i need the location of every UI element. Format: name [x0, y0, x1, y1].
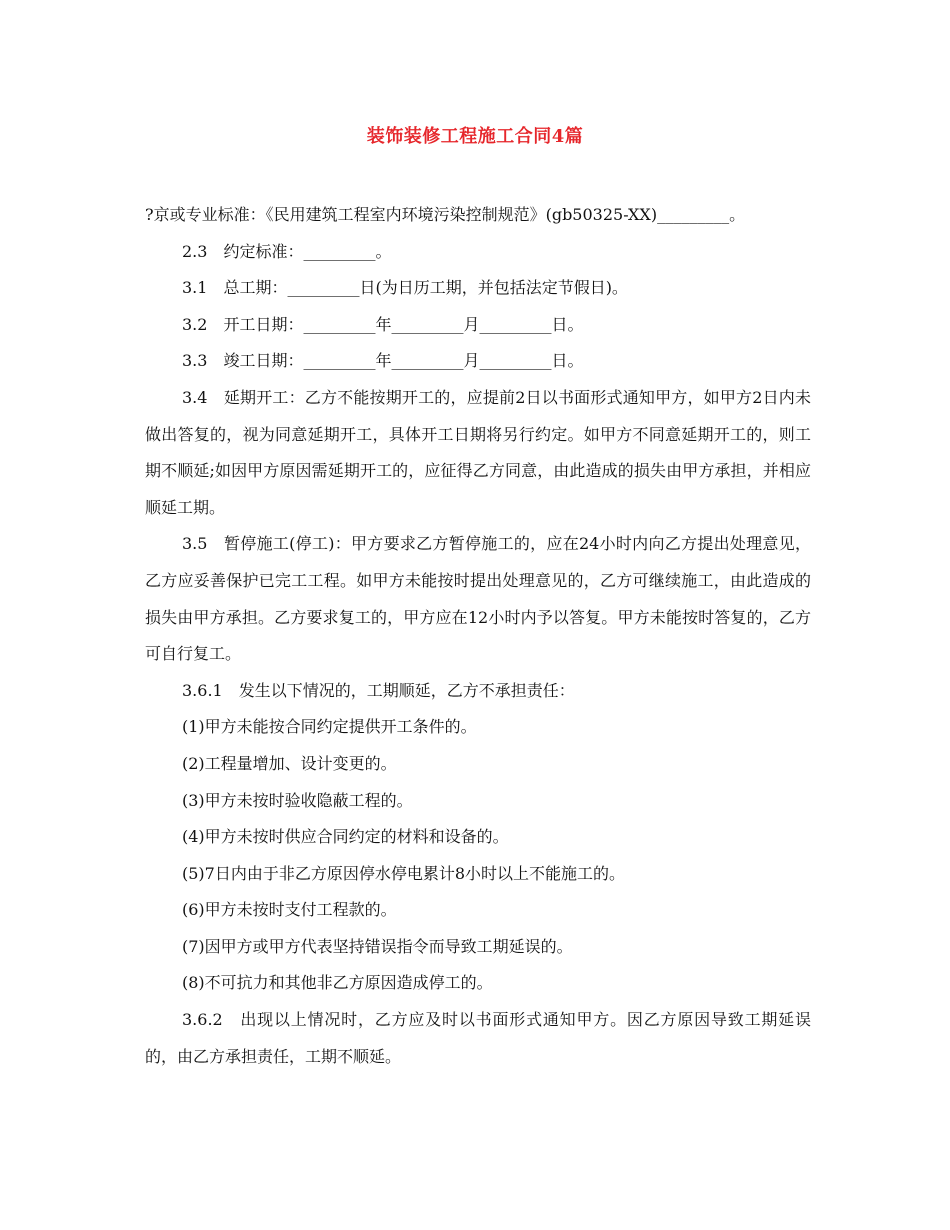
list-item-1: (1)甲方未能按合同约定提供开工条件的。: [182, 717, 477, 737]
list-item-2: (2)工程量增加、设计变更的。: [182, 753, 397, 773]
list-item-4: (4)甲方未按时供应合同约定的材料和设备的。: [182, 827, 509, 847]
paragraph-2-3: 2.3 约定标准：_________。: [182, 241, 392, 261]
paragraph-3-6-2: 3.6.2 出现以上情况时，乙方应及时以书面形式通知甲方。因乙方原因导致工期延误的，由乙方承担责任，工期不顺延。: [145, 1010, 811, 1066]
paragraph-3-5: 3.5 暂停施工(停工)：甲方要求乙方暂停施工的，应在24小时内向乙方提出处理意见，乙方应妥善保护已完工工程。如甲方未能按时提出处理意见的，乙方可继续施工，由此造成的损失由甲方承担。乙方要求复工的，甲方应在12小时内予以答复。甲方未能按时答复的，乙方可自行复工。: [145, 534, 811, 664]
paragraph-3-6-1: 3.6.1 发生以下情况的，工期顺延，乙方不承担责任：: [182, 680, 575, 700]
list-item-5: (5)7日内由于非乙方原因停水停电累计8小时以上不能施工的。: [182, 863, 626, 883]
list-item-7: (7)因甲方或甲方代表坚持错误指令而导致工期延误的。: [182, 936, 573, 956]
list-item-8: (8)不可抗力和其他非乙方原因造成停工的。: [182, 973, 493, 993]
paragraph-3-4: 3.4 延期开工：乙方不能按期开工的，应提前2日以书面形式通知甲方，如甲方2日内未做出答复的，视为同意延期开工，具体开工日期将另行约定。如甲方不同意延期开工的，则工期不顺延;如因甲方原因需延期开工的，应征得乙方同意，由此造成的损失由甲方承担，并相应顺延工期。: [145, 387, 811, 517]
paragraph-standard-reference: ?京或专业标准：《民用建筑工程室内环境污染控制规范》(gb50325-XX)_________。: [145, 205, 746, 224]
document-body: [145, 197, 811, 1075]
paragraph-3-1: 3.1 总工期：_________日(为日历工期，并包括法定节假日)。: [182, 278, 628, 298]
paragraph-3-2: 3.2 开工日期：_________年_________月_________日。: [182, 314, 584, 334]
list-item-6: (6)甲方未按时支付工程款的。: [182, 900, 397, 920]
list-item-3: (3)甲方未按时验收隐蔽工程的。: [182, 790, 413, 810]
paragraph-3-3: 3.3 竣工日期：_________年_________月_________日。: [182, 351, 584, 371]
document-title: 装饰装修工程施工合同4篇: [366, 126, 584, 147]
